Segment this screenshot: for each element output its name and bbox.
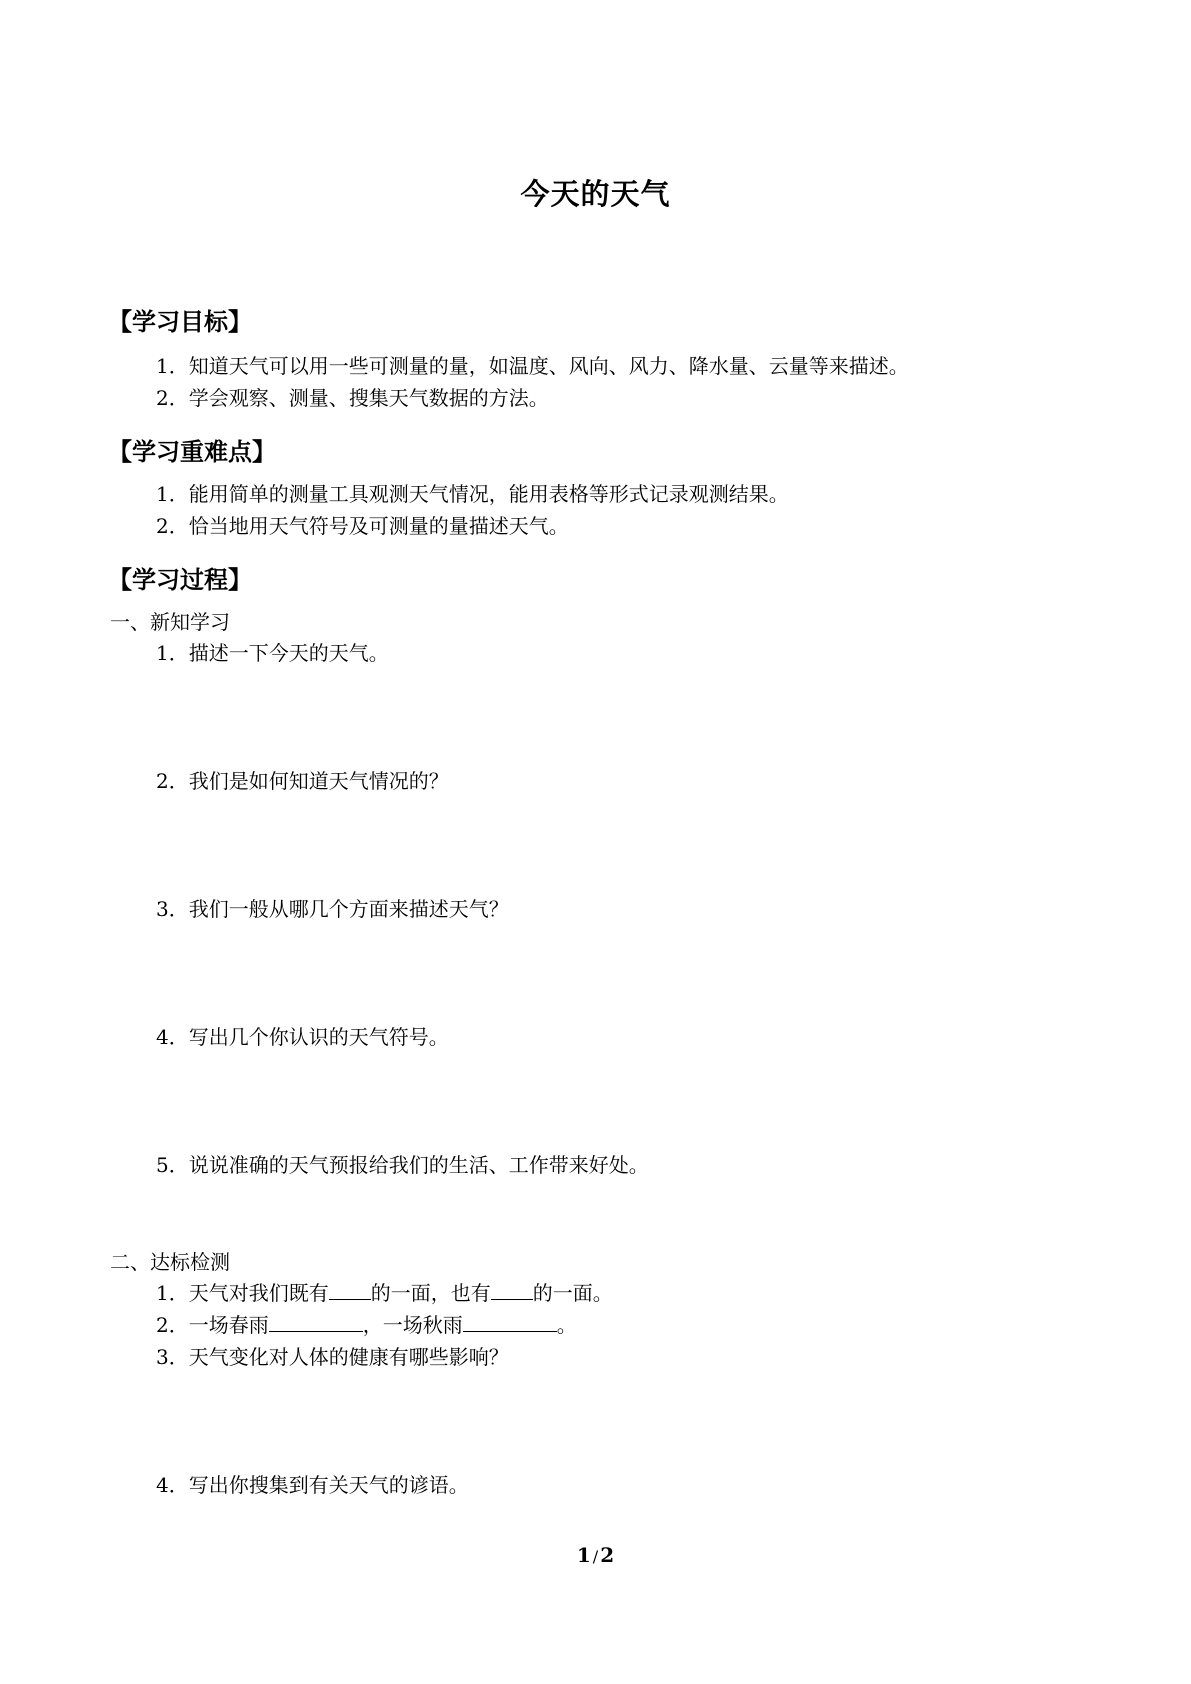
q2-middle: ，一场秋雨: [362, 1313, 463, 1337]
objective-item-1: 1．知道天气可以用一些可测量的量，如温度、风向、风力、降水量、云量等来描述。: [156, 354, 909, 378]
q1-blank-2[interactable]: [491, 1281, 533, 1300]
part2-question-1: [156, 1281, 613, 1305]
total-page-number: 2: [600, 1543, 615, 1567]
process-heading: 【学习过程】: [108, 566, 252, 594]
q2-blank-2[interactable]: [463, 1313, 557, 1332]
q2-prefix: 2．一场春雨: [156, 1313, 269, 1337]
q1-middle: 的一面，也有: [370, 1281, 491, 1305]
part1-item-2: 2．我们是如何知道天气情况的？: [156, 769, 449, 793]
part1-label: 一、新知学习: [110, 610, 230, 634]
q2-blank-1[interactable]: [269, 1313, 363, 1332]
q1-suffix: 的一面。: [532, 1281, 613, 1305]
q2-suffix: 。: [556, 1313, 577, 1337]
q1-blank-1[interactable]: [329, 1281, 371, 1300]
page-title: 今天的天气: [520, 177, 671, 211]
part2-question-3: 3．天气变化对人体的健康有哪些影响？: [156, 1345, 509, 1369]
page-number: [0, 1543, 1191, 1567]
objectives-heading: 【学习目标】: [108, 308, 252, 336]
current-page-number: 1: [576, 1543, 591, 1567]
part2-question-4: 4．写出你搜集到有关天气的谚语。: [156, 1473, 469, 1497]
part1-item-3: 3．我们一般从哪几个方面来描述天气？: [156, 897, 509, 921]
q1-prefix: 1．天气对我们既有: [156, 1281, 329, 1305]
part2-question-2: [156, 1313, 577, 1337]
part2-label: 二、达标检测: [110, 1250, 230, 1274]
key-point-item-2: 2．恰当地用天气符号及可测量的量描述天气。: [156, 514, 569, 538]
objective-item-2: 2．学会观察、测量、搜集天气数据的方法。: [156, 386, 549, 410]
part1-item-5: 5．说说准确的天气预报给我们的生活、工作带来好处。: [156, 1153, 649, 1177]
part1-item-1: 1．描述一下今天的天气。: [156, 641, 389, 665]
key-points-heading: 【学习重难点】: [108, 438, 276, 466]
page-separator: /: [592, 1547, 599, 1566]
key-point-item-1: 1．能用简单的测量工具观测天气情况，能用表格等形式记录观测结果。: [156, 482, 789, 506]
part1-item-4: 4．写出几个你认识的天气符号。: [156, 1025, 449, 1049]
